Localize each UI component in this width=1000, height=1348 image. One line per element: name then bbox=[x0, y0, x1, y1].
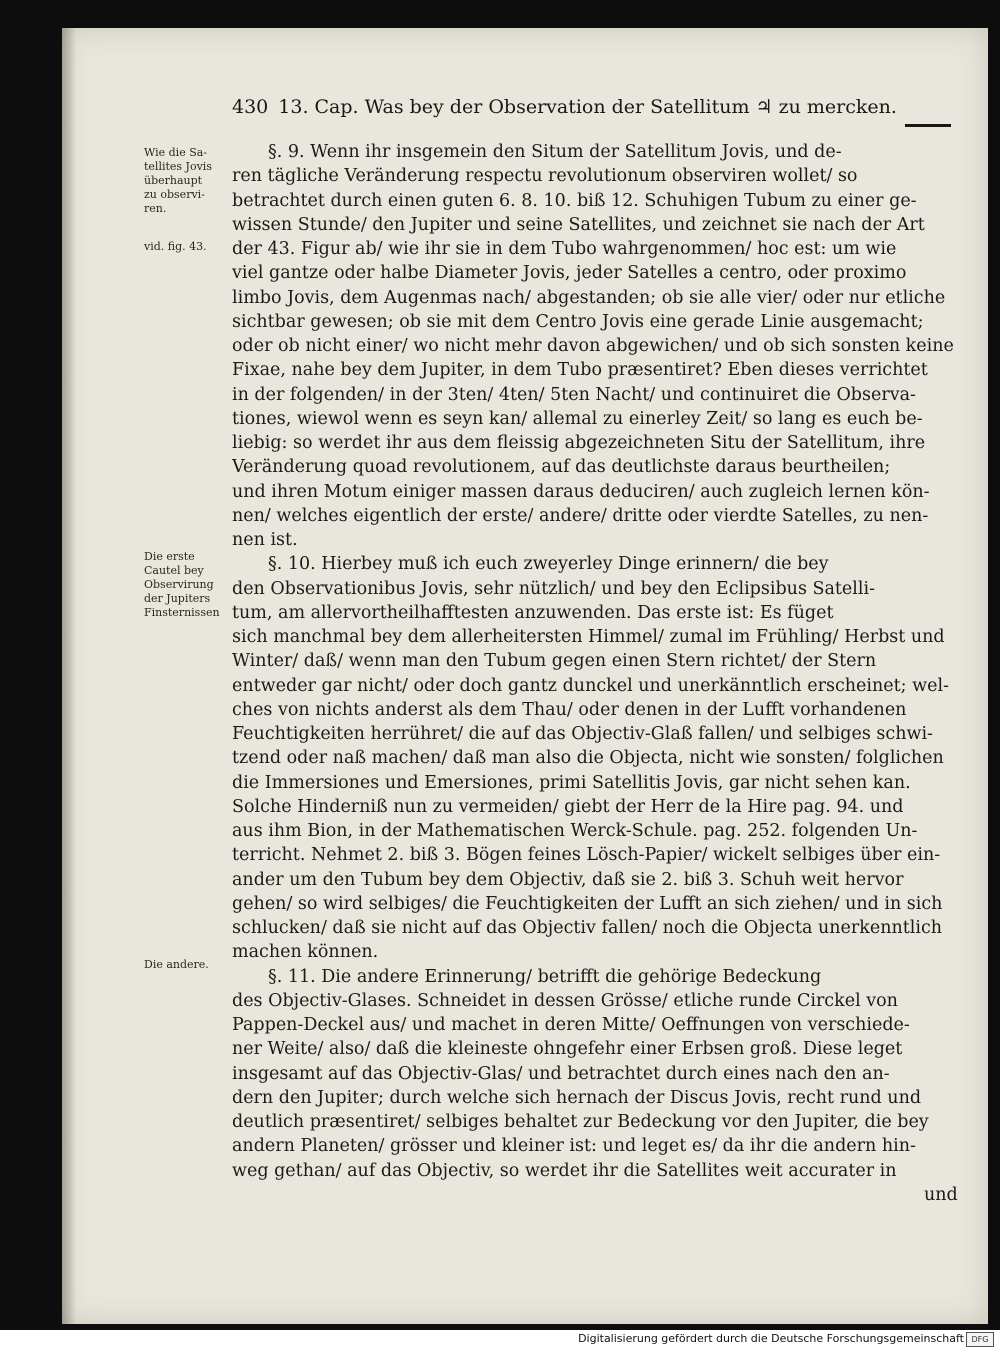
text-line: viel gantze oder halbe Diameter Jovis, jeder Satelles a centro, oder proximo bbox=[232, 263, 907, 284]
text-line: nen ist. bbox=[232, 530, 298, 550]
page-spine-shadow bbox=[62, 28, 76, 1324]
text-line: Veränderung quoad revolutionem, auf das deutlichste daraus beurtheilen; bbox=[232, 457, 891, 478]
text-line: deutlich præsentiret/ selbiges behaltet zur Bedeckung vor den Jupiter, die bey bbox=[232, 1112, 929, 1132]
dfg-logo: DFG bbox=[966, 1332, 994, 1347]
text-line: Solche Hinderniß nun zu vermeiden/ giebt der Herr de la Hire pag. 94. und bbox=[232, 796, 904, 817]
margin-note-satellites bbox=[144, 146, 236, 216]
text-line: schlucken/ daß sie nicht auf das Objectiv fallen/ noch die Objecta unerkenntlich bbox=[232, 918, 943, 938]
text-line: machen können. bbox=[232, 942, 379, 963]
text-line: Pappen-Deckel aus/ und machet in deren Mitte/ Oeffnungen von verschiede- bbox=[232, 1015, 910, 1035]
text-line: die Immersiones und Emersiones, primi Satellitis Jovis, gar nicht sehen kan. bbox=[232, 772, 911, 793]
text-line: terricht. Nehmet 2. biß 3. Bögen feines Lösch-Papier/ wickelt selbiges über ein- bbox=[232, 845, 941, 866]
text-line: insgesamt auf das Objectiv-Glas/ und betrachtet durch eines nach den an- bbox=[232, 1063, 890, 1084]
text-line: wissen Stunde/ den Jupiter und seine Satellites, und zeichnet sie nach der Art bbox=[232, 214, 925, 235]
text-line: sichtbar gewesen; ob sie mit dem Centro Jovis eine gerade Linie ausgemacht; bbox=[232, 311, 924, 332]
text-line: nen/ welches eigentlich der erste/ andere/ dritte oder vierdte Satelles, zu nen- bbox=[232, 505, 929, 526]
margin-note-first-caution bbox=[144, 550, 236, 620]
margin-note-text: Die erste Cautel bey Observirung der Jupiters Finsternissen bbox=[144, 550, 220, 619]
text-line: in der folgenden/ in der 3ten/ 4ten/ 5ten Nacht/ und continuiret die Observa- bbox=[232, 384, 916, 405]
text-line: §. 11. Die andere Erinnerung/ betrifft die gehörige Bedeckung bbox=[268, 966, 822, 987]
text-line: aus ihm Bion, in der Mathematischen Werck-Schule. pag. 252. folgenden Un- bbox=[232, 821, 918, 841]
text-line: §. 10. Hierbey muß ich euch zweyerley Dinge erinnern/ die bey bbox=[268, 554, 829, 575]
text-line: entweder gar nicht/ oder doch gantz dunckel und unerkänntlich erscheinet; wel- bbox=[232, 675, 949, 696]
text-line: Fixae, nahe bey dem Jupiter, in dem Tubo præsentiret? Eben dieses verrichtet bbox=[232, 360, 928, 381]
text-line: andern Planeten/ grösser und kleiner ist: und leget es/ da ihr die andern hin- bbox=[232, 1136, 916, 1157]
text-line: limbo Jovis, dem Augenmas nach/ abgestanden; ob sie alle vier/ oder nur etliche bbox=[232, 287, 946, 308]
text-line: oder ob nicht einer/ wo nicht mehr davon abgewichen/ und ob sich sonsten keine bbox=[232, 336, 954, 356]
text-line: liebig: so werdet ihr aus dem fleissig abgezeichneten Situ der Satellitum, ihre bbox=[232, 433, 926, 453]
text-line: tiones, wiewol wenn es seyn kan/ allemal zu einerley Zeit/ so lang es euch be- bbox=[232, 408, 923, 429]
text-line: tzend oder naß machen/ daß man also die Objecta, nicht wie sonsten/ folglichen bbox=[232, 748, 944, 769]
text-line: tum, am allervortheilhafftesten anzuwenden. Das erste ist: Es füget bbox=[232, 602, 834, 623]
margin-note-figure-ref bbox=[144, 240, 236, 254]
text-line: der 43. Figur ab/ wie ihr sie in dem Tubo wahrgenommen/ hoc est: um wie bbox=[232, 239, 897, 259]
text-line: und bbox=[924, 1184, 958, 1205]
text-line: betrachtet durch einen guten 6. 8. 10. biß 12. Schuhigen Tubum zu einer ge- bbox=[232, 190, 917, 211]
text-line: dern den Jupiter; durch welche sich hernach der Discus Jovis, recht rund und bbox=[232, 1087, 922, 1108]
margin-note-text: Wie die Sa- tellites Jovis überhaupt zu observi- ren. bbox=[144, 146, 212, 215]
digitization-credit: Digitalisierung gefördert durch die Deutsche Forschungsgemeinschaft bbox=[578, 1332, 964, 1345]
text-line: den Observationibus Jovis, sehr nützlich/ und bey den Eclipsibus Satelli- bbox=[232, 578, 875, 599]
margin-note-text: vid. fig. 43. bbox=[144, 240, 207, 253]
running-title: 13. Cap. Was bey der Observation der Satellitum ♃ zu mercken. bbox=[278, 96, 897, 118]
text-line: ches von nichts anderst als dem Thau/ oder denen in der Lufft vorhandenen bbox=[232, 699, 907, 720]
text-line: sich manchmal bey dem allerheitersten Himmel/ zumal im Frühling/ Herbst und bbox=[232, 627, 945, 647]
text-line: §. 9. Wenn ihr insgemein den Situm der Satellitum Jovis, und de- bbox=[268, 142, 842, 162]
page-number: 430 bbox=[232, 96, 269, 118]
header-rule bbox=[905, 124, 951, 127]
text-line: ren tägliche Veränderung respectu revolutionum observiren wollet/ so bbox=[232, 166, 858, 187]
text-line: weg gethan/ auf das Objectiv, so werdet ihr die Satellites weit accurater in bbox=[232, 1160, 897, 1181]
text-line: ander um den Tubum bey dem Objectiv, daß sie 2. biß 3. Schuh weit hervor bbox=[232, 869, 904, 890]
running-header bbox=[232, 96, 952, 126]
margin-note-text: Die andere. bbox=[144, 958, 209, 971]
margin-note-second bbox=[144, 958, 236, 972]
text-line: gehen/ so wird selbiges/ die Feuchtigkeiten der Lufft an sich ziehen/ und in sich bbox=[232, 893, 943, 914]
text-line: des Objectiv-Glases. Schneidet in dessen Grösse/ etliche runde Circkel von bbox=[232, 990, 898, 1011]
text-line: und ihren Motum einiger massen daraus deduciren/ auch zugleich lernen kön- bbox=[232, 481, 930, 502]
text-line: Feuchtigkeiten herrühret/ die auf das Objectiv-Glaß fallen/ und selbiges schwi- bbox=[232, 724, 933, 744]
text-line: Winter/ daß/ wenn man den Tubum gegen einen Stern richtet/ der Stern bbox=[232, 651, 877, 672]
text-line: ner Weite/ also/ daß die kleineste ohngefehr einer Erbsen groß. Diese leget bbox=[232, 1039, 903, 1060]
